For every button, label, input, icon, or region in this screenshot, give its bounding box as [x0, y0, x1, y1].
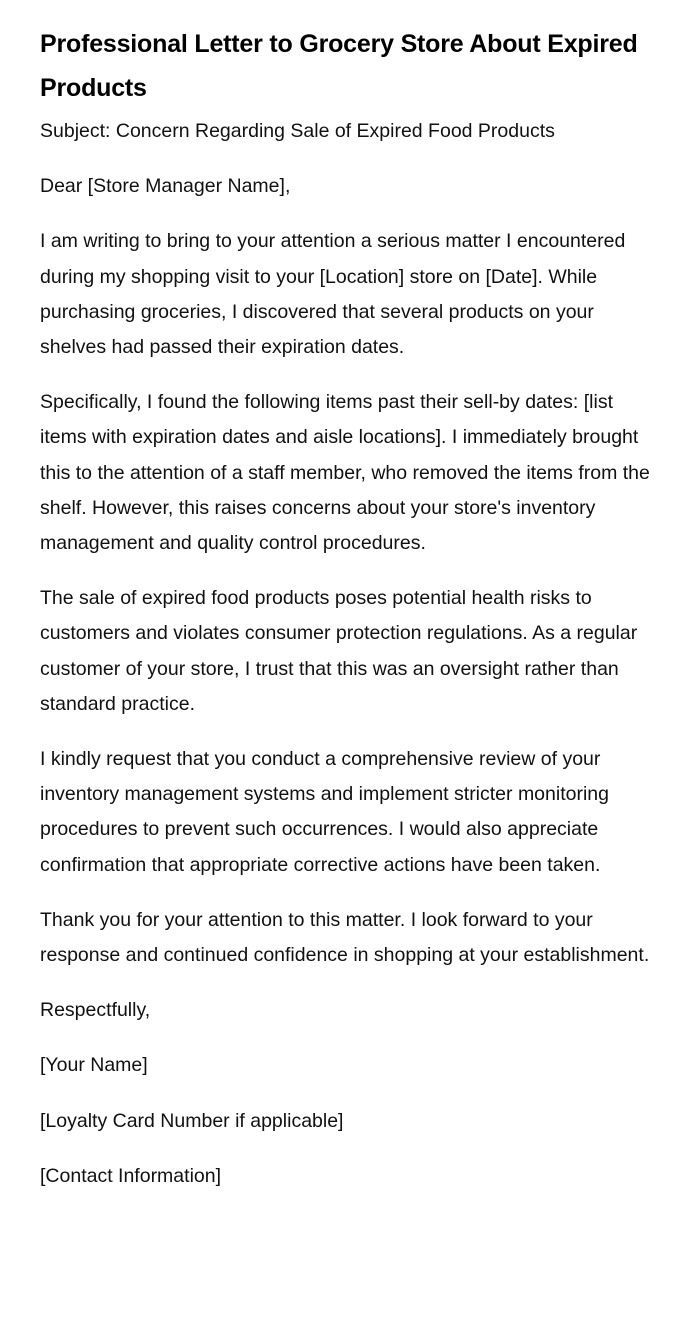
signature-contact-info: [Contact Information] — [40, 1164, 222, 1187]
body-paragraph-2: Specifically, I found the following items past their sell-by dates: [list items with expiration dates and aisle locations]. I immediately brought this to the attention of a staff member, who removed the items from the shelf. However, this raises concerns about your store's inventory management and quality control procedures. — [40, 391, 650, 555]
body-paragraph-1: I am writing to bring to your attention a serious matter I encountered during my shopping visit to your [Location] store on [Date]. While purchasing groceries, I discovered that several products on your shelves had passed their expiration dates. — [40, 230, 626, 359]
closing: Respectfully, — [40, 999, 151, 1022]
greeting: Dear [Store Manager Name], — [40, 175, 291, 198]
signature-loyalty-card: [Loyalty Card Number if applicable] — [40, 1109, 344, 1132]
body-paragraph-4: I kindly request that you conduct a comprehensive review of your inventory management systems and implement stricter monitoring procedures to prevent such occurrences. I would also appreciate confirmation that appropriate corrective actions have been taken. — [40, 748, 609, 876]
signature-name: [Your Name] — [40, 1054, 148, 1077]
body-paragraph-5: Thank you for your attention to this matter. I look forward to your response and continued confidence in shopping at your establishment. — [40, 908, 650, 967]
body-paragraph-3: The sale of expired food products poses potential health risks to customers and violates consumer protection regulations. As a regular customer of your store, I trust that this was an oversight rather than standard practice. — [40, 587, 638, 715]
letter-title: Professional Letter to Grocery Store About Expired Products — [40, 30, 638, 102]
subject-line: Subject: Concern Regarding Sale of Expired Food Products — [40, 120, 555, 142]
